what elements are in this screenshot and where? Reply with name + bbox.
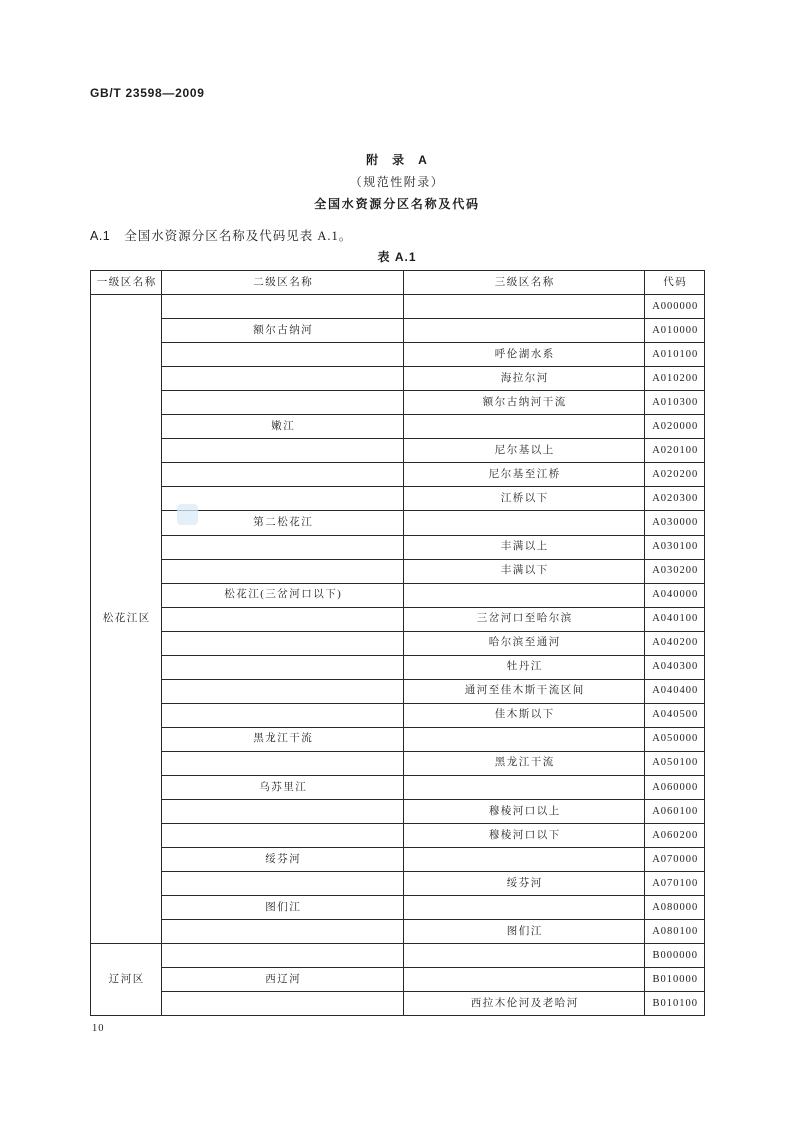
- level2-cell: [162, 535, 404, 559]
- code-cell: A050100: [645, 751, 705, 775]
- table-row: [91, 631, 705, 655]
- level2-cell: [162, 295, 404, 319]
- code-cell: A080000: [645, 896, 705, 920]
- level2-cell: [162, 703, 404, 727]
- level3-cell: [404, 848, 645, 872]
- level3-cell: [404, 944, 645, 968]
- table-body: [91, 295, 705, 1016]
- code-cell: A030100: [645, 535, 705, 559]
- code-cell: A020200: [645, 463, 705, 487]
- table-row: [91, 295, 705, 319]
- code-cell: A010200: [645, 367, 705, 391]
- code-cell: A020000: [645, 415, 705, 439]
- level2-cell: [162, 992, 404, 1016]
- level2-cell: [162, 751, 404, 775]
- level3-cell: 通河至佳木斯干流区间: [404, 679, 645, 703]
- level3-cell: [404, 295, 645, 319]
- level2-cell: [162, 631, 404, 655]
- table-row: [91, 583, 705, 607]
- table-row: [91, 319, 705, 343]
- level3-cell: [404, 968, 645, 992]
- level2-cell: [162, 655, 404, 679]
- level2-cell: [162, 679, 404, 703]
- code-cell: A030000: [645, 511, 705, 535]
- level3-cell: 呼伦湖水系: [404, 343, 645, 367]
- code-cell: A000000: [645, 295, 705, 319]
- clause-number: A.1: [90, 229, 111, 243]
- code-cell: A040200: [645, 631, 705, 655]
- table-row: [91, 607, 705, 631]
- level3-cell: 海拉尔河: [404, 367, 645, 391]
- code-cell: A070100: [645, 872, 705, 896]
- level3-cell: [404, 511, 645, 535]
- level1-cell: 松花江区: [91, 295, 162, 944]
- level3-cell: [404, 415, 645, 439]
- level3-cell: 江桥以下: [404, 487, 645, 511]
- level2-cell: 黑龙江干流: [162, 727, 404, 751]
- level3-cell: [404, 583, 645, 607]
- table-row: [91, 439, 705, 463]
- code-cell: A050000: [645, 727, 705, 751]
- header-level2-name: 二级区名称: [162, 271, 404, 295]
- level3-cell: 丰满以下: [404, 559, 645, 583]
- code-cell: A010300: [645, 391, 705, 415]
- water-resource-zone-table: [90, 270, 705, 1016]
- table-row: [91, 896, 705, 920]
- table-row: [91, 679, 705, 703]
- table-row: [91, 535, 705, 559]
- table-row: [91, 751, 705, 775]
- level2-cell: [162, 824, 404, 848]
- level3-cell: 佳木斯以下: [404, 703, 645, 727]
- level2-cell: [162, 920, 404, 944]
- level2-cell: 松花江(三岔河口以下): [162, 583, 404, 607]
- level3-cell: 尼尔基至江桥: [404, 463, 645, 487]
- level2-cell: [162, 559, 404, 583]
- clause-text: 全国水资源分区名称及代码见表 A.1。: [124, 229, 353, 243]
- table-row: [91, 727, 705, 751]
- table-row: [91, 872, 705, 896]
- table-row: [91, 415, 705, 439]
- level2-cell: 嫩江: [162, 415, 404, 439]
- table-row: [91, 703, 705, 727]
- table-row: [91, 944, 705, 968]
- level3-cell: 图们江: [404, 920, 645, 944]
- table-row: [91, 655, 705, 679]
- header-level3-name: 三级区名称: [404, 271, 645, 295]
- code-cell: A060000: [645, 775, 705, 799]
- code-cell: A040300: [645, 655, 705, 679]
- code-cell: A060200: [645, 824, 705, 848]
- level2-cell: [162, 391, 404, 415]
- code-cell: A010100: [645, 343, 705, 367]
- table-row: [91, 559, 705, 583]
- table-row: [91, 968, 705, 992]
- code-cell: B010000: [645, 968, 705, 992]
- appendix-title: 附 录 A: [366, 153, 428, 167]
- level3-cell: 黑龙江干流: [404, 751, 645, 775]
- level2-cell: 第二松花江: [162, 511, 404, 535]
- table-row: [91, 463, 705, 487]
- level2-cell: [162, 872, 404, 896]
- level3-cell: 穆棱河口以下: [404, 824, 645, 848]
- level3-cell: 丰满以上: [404, 535, 645, 559]
- code-cell: A020300: [645, 487, 705, 511]
- table-row: [91, 775, 705, 799]
- appendix-type: （规范性附录）: [349, 175, 445, 189]
- level3-cell: [404, 896, 645, 920]
- code-cell: B010100: [645, 992, 705, 1016]
- table-row: [91, 824, 705, 848]
- level3-cell: [404, 775, 645, 799]
- clause-a1: [90, 228, 352, 244]
- level3-cell: 三岔河口至哈尔滨: [404, 607, 645, 631]
- code-cell: A040400: [645, 679, 705, 703]
- table-row: [91, 800, 705, 824]
- code-cell: A040000: [645, 583, 705, 607]
- code-cell: A010000: [645, 319, 705, 343]
- watermark-logo: [177, 504, 198, 525]
- level2-cell: [162, 944, 404, 968]
- code-cell: A070000: [645, 848, 705, 872]
- table-row: [91, 848, 705, 872]
- appendix-subtitle: 全国水资源分区名称及代码: [314, 197, 480, 211]
- level2-cell: 额尔古纳河: [162, 319, 404, 343]
- level2-cell: [162, 439, 404, 463]
- header-level1-name: 一级区名称: [91, 271, 162, 295]
- level3-cell: 牡丹江: [404, 655, 645, 679]
- table-header-row: [91, 271, 705, 295]
- level2-cell: [162, 463, 404, 487]
- table-row: [91, 367, 705, 391]
- code-cell: B000000: [645, 944, 705, 968]
- level2-cell: [162, 800, 404, 824]
- standard-number: GB/T 23598—2009: [90, 86, 205, 100]
- level3-cell: 西拉木伦河及老哈河: [404, 992, 645, 1016]
- code-cell: A060100: [645, 800, 705, 824]
- level2-cell: 绥芬河: [162, 848, 404, 872]
- page-number: 10: [92, 1023, 105, 1034]
- level2-cell: 西辽河: [162, 968, 404, 992]
- level2-cell: [162, 367, 404, 391]
- table-row: [91, 992, 705, 1016]
- level3-cell: [404, 319, 645, 343]
- level2-cell: 图们江: [162, 896, 404, 920]
- level2-cell: 乌苏里江: [162, 775, 404, 799]
- code-cell: A020100: [645, 439, 705, 463]
- level1-cell: 辽河区: [91, 944, 162, 1016]
- table-row: [91, 343, 705, 367]
- code-cell: A030200: [645, 559, 705, 583]
- level3-cell: [404, 727, 645, 751]
- table-row: [91, 391, 705, 415]
- table-caption: 表 A.1: [377, 250, 417, 264]
- level3-cell: 哈尔滨至通河: [404, 631, 645, 655]
- level3-cell: 穆棱河口以上: [404, 800, 645, 824]
- level2-cell: [162, 343, 404, 367]
- table-row: [91, 920, 705, 944]
- code-cell: A040100: [645, 607, 705, 631]
- level3-cell: 绥芬河: [404, 872, 645, 896]
- level3-cell: 尼尔基以上: [404, 439, 645, 463]
- header-code: 代码: [645, 271, 705, 295]
- level3-cell: 额尔古纳河干流: [404, 391, 645, 415]
- code-cell: A040500: [645, 703, 705, 727]
- code-cell: A080100: [645, 920, 705, 944]
- level2-cell: [162, 607, 404, 631]
